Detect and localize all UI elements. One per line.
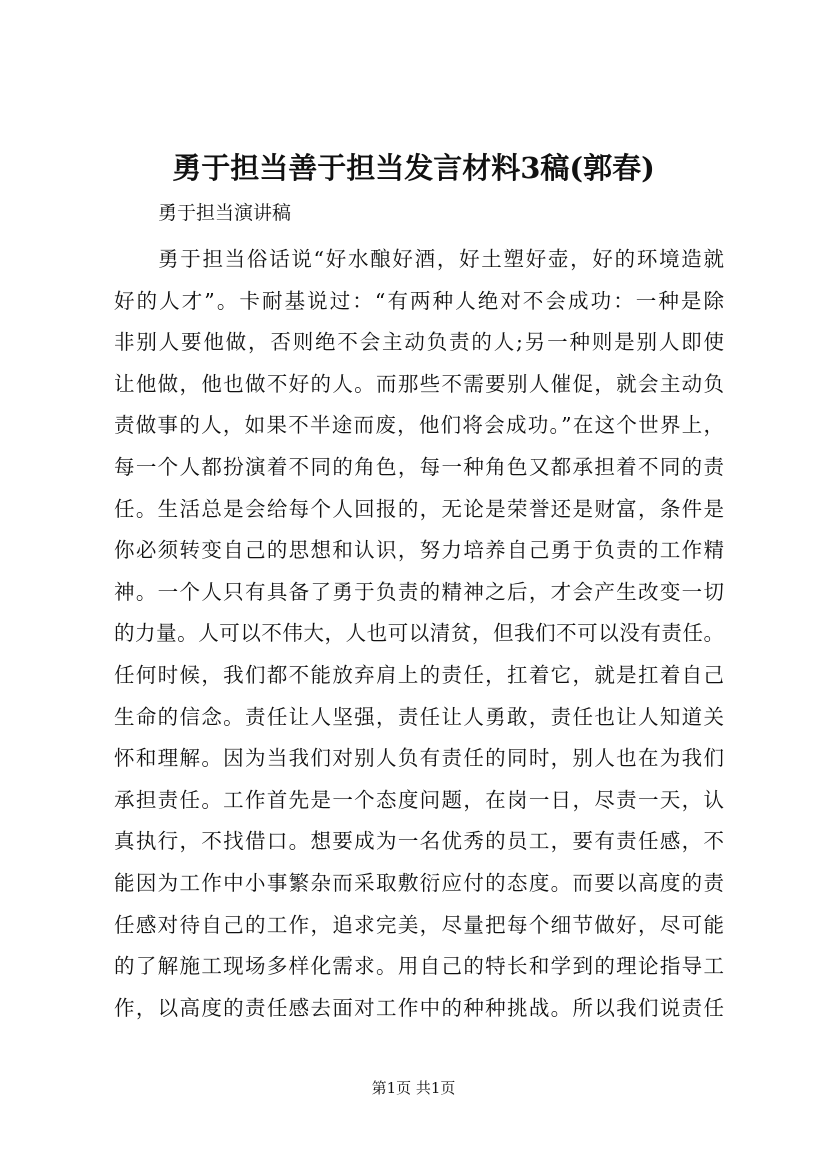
body-line: 承担责任。工作首先是一个态度问题，在岗一日，尽责一天，认 — [114, 787, 724, 812]
body-line: 作，以高度的责任感去面对工作中的种种挑战。所以我们说责任 — [114, 995, 724, 1020]
body-line: 任何时候，我们都不能放弃肩上的责任，扛着它，就是扛着自己 — [114, 662, 724, 687]
body-line: 每一个人都扮演着不同的角色，每一种角色又都承担着不同的责 — [114, 454, 724, 479]
body-line: 真执行，不找借口。想要成为一名优秀的员工，要有责任感，不 — [114, 829, 724, 854]
body-line: 能因为工作中小事繁杂而采取敷衍应付的态度。而要以高度的责 — [114, 870, 724, 895]
body-line: 神。一个人只有具备了勇于负责的精神之后，才会产生改变一切 — [114, 579, 724, 604]
body-line: 你必须转变自己的思想和认识，努力培养自己勇于负责的工作精 — [114, 538, 724, 563]
document-subtitle: 勇于担当演讲稿 — [158, 202, 292, 224]
body-line: 任。生活总是会给每个人回报的，无论是荣誉还是财富，条件是 — [114, 496, 724, 521]
body-line: 非别人要他做，否则绝不会主动负责的人;另一种则是别人即使 — [114, 330, 724, 355]
page-number-footer: 第1页 共1页 — [371, 1079, 456, 1097]
body-line: 任感对待自己的工作，追求完美，尽量把每个细节做好，尽可能 — [114, 912, 724, 937]
body-line: 的了解施工现场多样化需求。用自己的特长和学到的理论指导工 — [114, 954, 724, 979]
body-line: 责做事的人，如果不半途而废，他们将会成功。”在这个世界上， — [114, 413, 724, 438]
document-title: 勇于担当善于担当发言材料3稿(郭春) — [172, 151, 655, 185]
body-line: 勇于担当俗话说“好水酿好酒，好土塑好壶，好的环境造就 — [158, 247, 724, 271]
document-body — [114, 239, 724, 1029]
body-line: 怀和理解。因为当我们对别人负有责任的同时，别人也在为我们 — [114, 746, 724, 771]
body-line: 让他做，他也做不好的人。而那些不需要别人催促，就会主动负 — [114, 371, 724, 396]
body-line: 生命的信念。责任让人坚强，责任让人勇敢，责任也让人知道关 — [114, 704, 724, 729]
body-line: 的力量。人可以不伟大，人也可以清贫，但我们不可以没有责任。 — [114, 621, 724, 646]
body-line: 好的人才”。卡耐基说过：“有两种人绝对不会成功：一种是除 — [114, 288, 724, 313]
